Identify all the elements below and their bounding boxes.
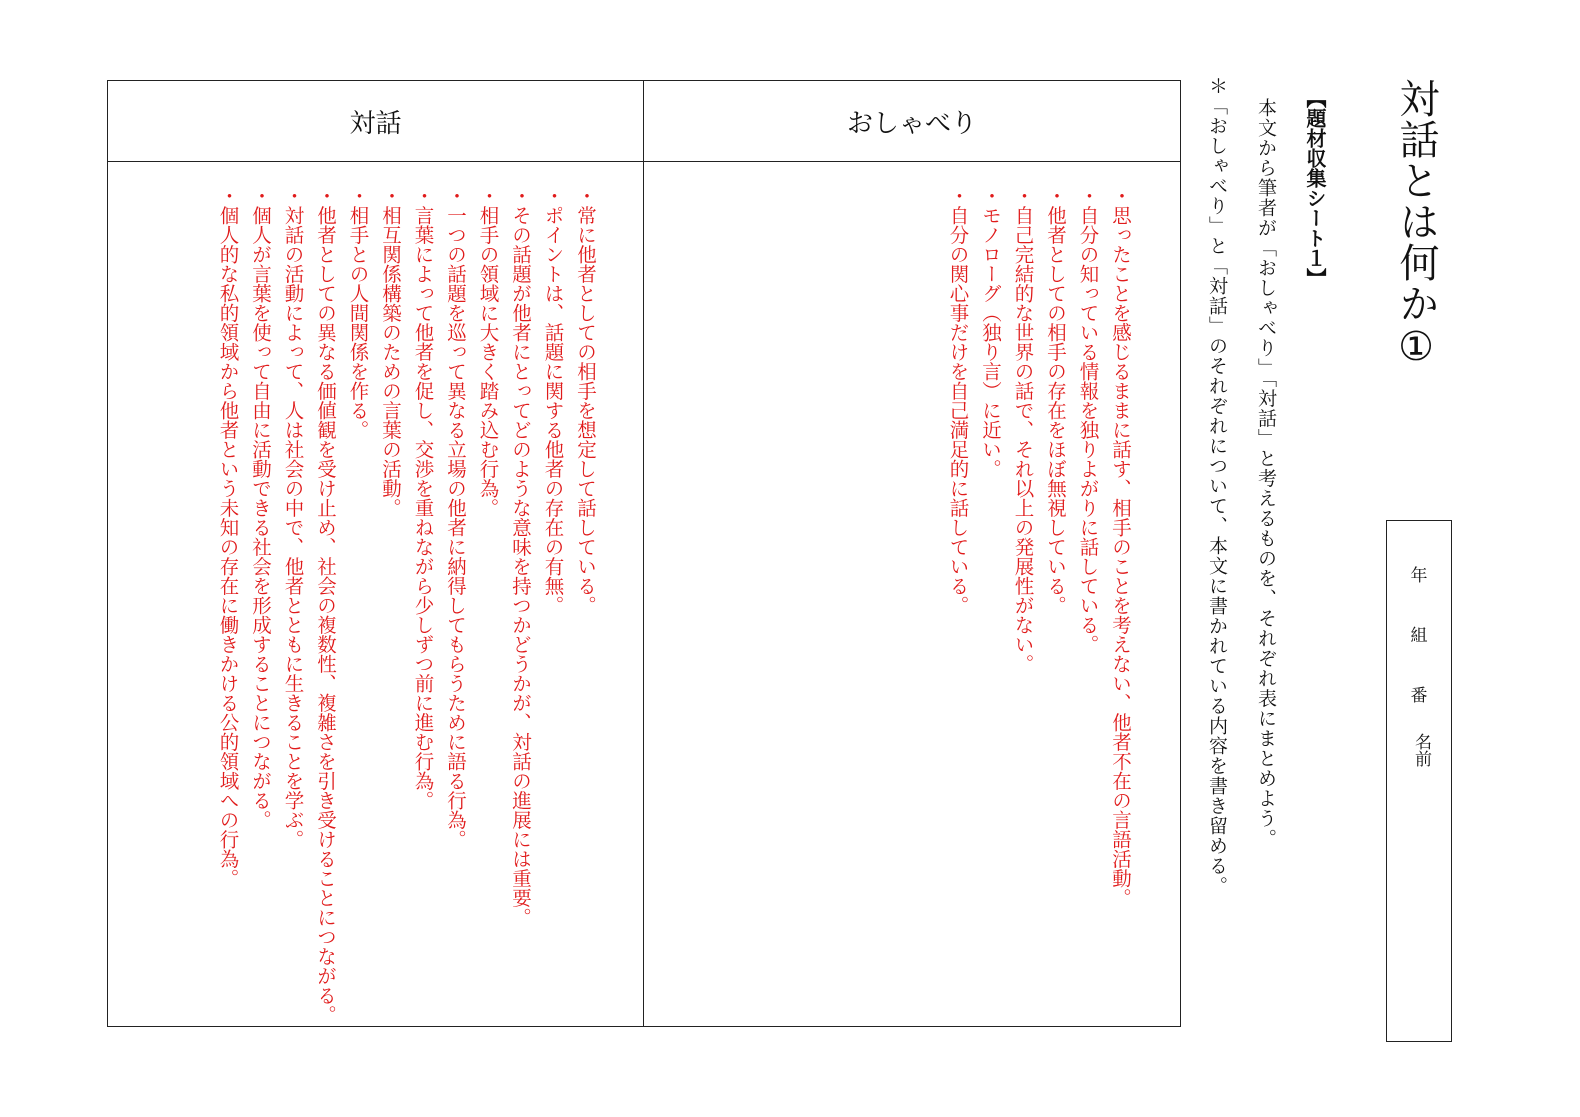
bullet-icon: ・ <box>314 186 337 206</box>
list-item-text: 言葉によって他者を促し、交渉を重ねながら少しずつ前に進む行為。 <box>411 205 435 810</box>
dialogue-cell[interactable] <box>108 162 644 1027</box>
bullet-icon: ・ <box>281 186 305 206</box>
list-item <box>576 186 596 1016</box>
list-item <box>251 186 271 1016</box>
list-item <box>511 186 531 1016</box>
list-item <box>1046 186 1066 1016</box>
name-label: 名前 <box>1411 733 1431 767</box>
list-item-text: 個人的な私的領域から他者という未知の存在に働きかける公的領域への行為。 <box>216 205 240 888</box>
bullet-icon: ・ <box>1044 186 1067 206</box>
list-item-text: 他者としての異なる価値観を受け止め、社会の複数性、複雑さを引き受けることにつながる。 <box>314 205 337 1025</box>
dialogue-answer-area <box>205 186 597 1025</box>
chatter-list <box>948 186 1130 1016</box>
instruction-note: ＊「おしゃべり」と「対話」のそれぞれについて、本文に書かれている内容を書き留める。 <box>1206 76 1228 896</box>
bullet-icon: ・ <box>476 186 500 206</box>
list-item-text: その話題が他者にとってどのような意味を持つかどうかが、対話の進展には重要。 <box>509 205 532 927</box>
page-title: 対話とは何か① <box>1393 78 1439 371</box>
list-item <box>446 186 466 1016</box>
dialogue-list <box>216 186 597 1025</box>
bullet-icon: ・ <box>379 186 402 206</box>
bullet-icon: ・ <box>541 186 565 206</box>
bullet-icon: ・ <box>1109 186 1132 206</box>
bullet-icon: ・ <box>1076 186 1100 206</box>
bullet-icon: ・ <box>574 186 597 206</box>
list-item-text: 一つの話題を巡って異なる立場の他者に納得してもらうために語る行為。 <box>444 205 467 849</box>
list-item <box>948 186 968 1016</box>
list-item-text: 対話の活動によって、人は社会の中で、他者とともに生きることを学ぶ。 <box>281 205 305 849</box>
list-item-text: 自己完結的な世界の話で、それ以上の発展性がない。 <box>1011 205 1035 674</box>
list-item-text: 相手の領域に大きく踏み込む行為。 <box>476 205 500 518</box>
list-item <box>218 186 238 1016</box>
bullet-icon: ・ <box>1011 186 1035 206</box>
list-item <box>1111 186 1131 1016</box>
bullet-icon: ・ <box>444 186 467 206</box>
list-item <box>981 186 1001 1016</box>
list-item <box>314 186 337 1025</box>
bullet-icon: ・ <box>979 186 1002 206</box>
year-label: 年 <box>1410 566 1428 586</box>
instruction-text: 本文から筆者が「おしゃべり」「対話」と考えるものを、それぞれ表にまとめよう。 <box>1255 98 1277 849</box>
chatter-header: おしゃべり <box>644 81 1181 162</box>
dialogue-header: 対話 <box>108 81 644 162</box>
chatter-answer-area <box>935 186 1130 1016</box>
list-item-text: 他者としての相手の存在をほぼ無視している。 <box>1044 205 1067 615</box>
number-label: 番 <box>1410 686 1428 706</box>
list-item <box>381 186 401 1016</box>
list-item <box>413 186 433 1016</box>
bullet-icon: ・ <box>249 186 272 206</box>
list-item <box>1078 186 1098 1016</box>
list-item-text: 思ったことを感じるままに話す、相手のことを考えない、他者不在の言語活動。 <box>1109 205 1132 908</box>
list-item-text: 自分の関心事だけを自己満足的に話している。 <box>946 205 970 615</box>
bullet-icon: ・ <box>509 186 532 206</box>
list-item-text: モノローグ（独り言）に近い。 <box>979 205 1002 479</box>
list-item <box>283 186 303 1016</box>
list-item-text: 相互関係構築のための言葉の活動。 <box>379 205 402 518</box>
student-name-box[interactable] <box>1386 520 1452 1042</box>
list-item <box>478 186 498 1016</box>
class-label: 組 <box>1410 626 1428 646</box>
list-item <box>1013 186 1033 1016</box>
list-item-text: 個人が言葉を使って自由に活動できる社会を形成することにつながる。 <box>249 205 272 830</box>
bullet-icon: ・ <box>411 186 435 206</box>
list-item <box>543 186 563 1016</box>
chatter-cell[interactable] <box>644 162 1181 1027</box>
bullet-icon: ・ <box>946 186 970 206</box>
list-item-text: ポイントは、話題に関する他者の存在の有無。 <box>541 205 565 615</box>
list-item <box>348 186 368 1016</box>
bullet-icon: ・ <box>346 186 370 206</box>
list-item-text: 相手との人間関係を作る。 <box>346 205 370 440</box>
sheet-label: 【題材収集シート１】 <box>1303 88 1327 288</box>
list-item-text: 自分の知っている情報を独りよがりに話している。 <box>1076 205 1100 654</box>
comparison-table <box>107 80 1181 1027</box>
list-item-text: 常に他者としての相手を想定して話している。 <box>574 205 597 615</box>
bullet-icon: ・ <box>216 186 240 206</box>
